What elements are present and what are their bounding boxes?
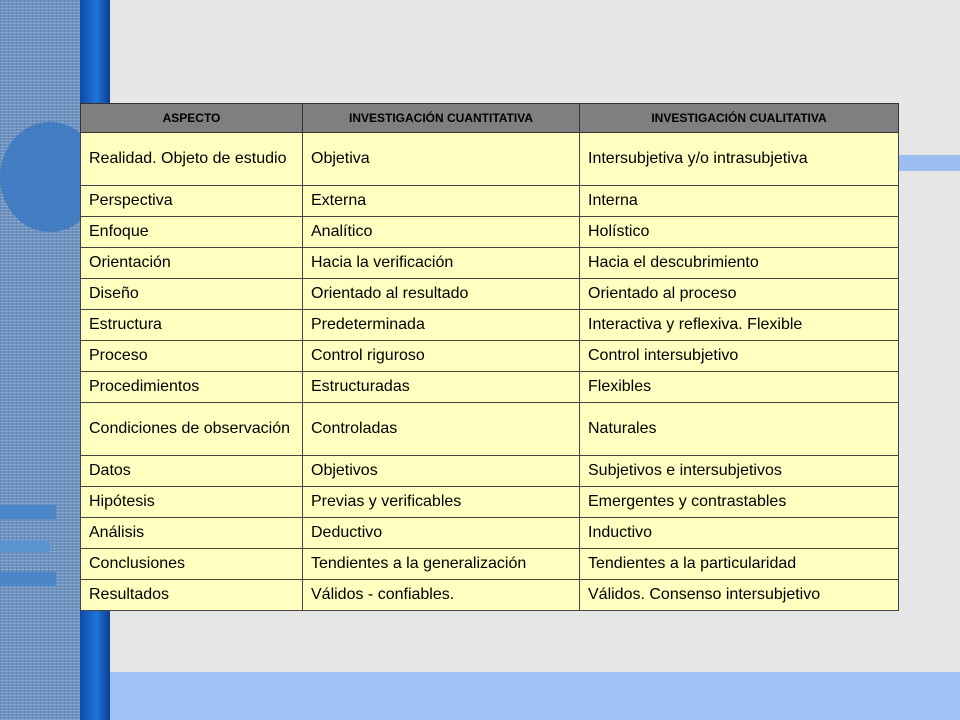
cell-cualitativa: Orientado al proceso — [580, 279, 899, 310]
table-row — [81, 372, 899, 403]
cell-cuantitativa: Deductivo — [303, 518, 580, 549]
table-row — [81, 279, 899, 310]
decorative-bottom-band — [110, 672, 960, 720]
decorative-side-panel — [0, 0, 80, 720]
cell-cuantitativa: Controladas — [303, 403, 580, 456]
cell-cuantitativa: Orientado al resultado — [303, 279, 580, 310]
cell-cualitativa: Control intersubjetivo — [580, 341, 899, 372]
cell-cualitativa: Emergentes y contrastables — [580, 487, 899, 518]
cell-aspect: Hipótesis — [81, 487, 303, 518]
cell-aspect: Orientación — [81, 248, 303, 279]
cell-cualitativa: Subjetivos e intersubjetivos — [580, 456, 899, 487]
table-row — [81, 133, 899, 186]
table-row — [81, 217, 899, 248]
cell-cuantitativa: Analítico — [303, 217, 580, 248]
cell-cualitativa: Holístico — [580, 217, 899, 248]
comparison-table — [80, 103, 899, 611]
cell-aspect: Enfoque — [81, 217, 303, 248]
header-aspecto: ASPECTO — [81, 104, 303, 133]
cell-aspect: Procedimientos — [81, 372, 303, 403]
cell-cualitativa: Interna — [580, 186, 899, 217]
cell-cuantitativa: Objetivos — [303, 456, 580, 487]
header-cualitativa: INVESTIGACIÓN CUALITATIVA — [580, 104, 899, 133]
table-row — [81, 403, 899, 456]
table-row — [81, 341, 899, 372]
table-row — [81, 456, 899, 487]
cell-aspect: Datos — [81, 456, 303, 487]
cell-cuantitativa: Válidos - confiables. — [303, 580, 580, 611]
table-header-row — [81, 104, 899, 133]
cell-cuantitativa: Predeterminada — [303, 310, 580, 341]
cell-cualitativa: Hacia el descubrimiento — [580, 248, 899, 279]
cell-cuantitativa: Externa — [303, 186, 580, 217]
cell-aspect: Análisis — [81, 518, 303, 549]
cell-cuantitativa: Estructuradas — [303, 372, 580, 403]
cell-cualitativa: Intersubjetiva y/o intrasubjetiva — [580, 133, 899, 186]
cell-aspect: Realidad. Objeto de estudio — [81, 133, 303, 186]
cell-cualitativa: Interactiva y reflexiva. Flexible — [580, 310, 899, 341]
cell-cuantitativa: Previas y verificables — [303, 487, 580, 518]
table-row — [81, 518, 899, 549]
decorative-accent — [898, 155, 960, 171]
cell-cualitativa: Tendientes a la particularidad — [580, 549, 899, 580]
table-row — [81, 186, 899, 217]
cell-cuantitativa: Tendientes a la generalización — [303, 549, 580, 580]
cell-cualitativa: Flexibles — [580, 372, 899, 403]
cell-aspect: Estructura — [81, 310, 303, 341]
cell-aspect: Resultados — [81, 580, 303, 611]
header-cuantitativa: INVESTIGACIÓN CUANTITATIVA — [303, 104, 580, 133]
cell-cualitativa: Inductivo — [580, 518, 899, 549]
table-row — [81, 310, 899, 341]
table-row — [81, 580, 899, 611]
table-row — [81, 549, 899, 580]
decorative-stripe — [0, 572, 56, 586]
cell-aspect: Diseño — [81, 279, 303, 310]
cell-cuantitativa: Objetiva — [303, 133, 580, 186]
decorative-stripe — [0, 540, 50, 552]
cell-aspect: Perspectiva — [81, 186, 303, 217]
cell-aspect: Condiciones de observación — [81, 403, 303, 456]
cell-cuantitativa: Control riguroso — [303, 341, 580, 372]
cell-aspect: Conclusiones — [81, 549, 303, 580]
cell-cuantitativa: Hacia la verificación — [303, 248, 580, 279]
cell-aspect: Proceso — [81, 341, 303, 372]
table-row — [81, 248, 899, 279]
cell-cualitativa: Válidos. Consenso intersubjetivo — [580, 580, 899, 611]
table-row — [81, 487, 899, 518]
decorative-stripe — [0, 505, 56, 519]
cell-cualitativa: Naturales — [580, 403, 899, 456]
